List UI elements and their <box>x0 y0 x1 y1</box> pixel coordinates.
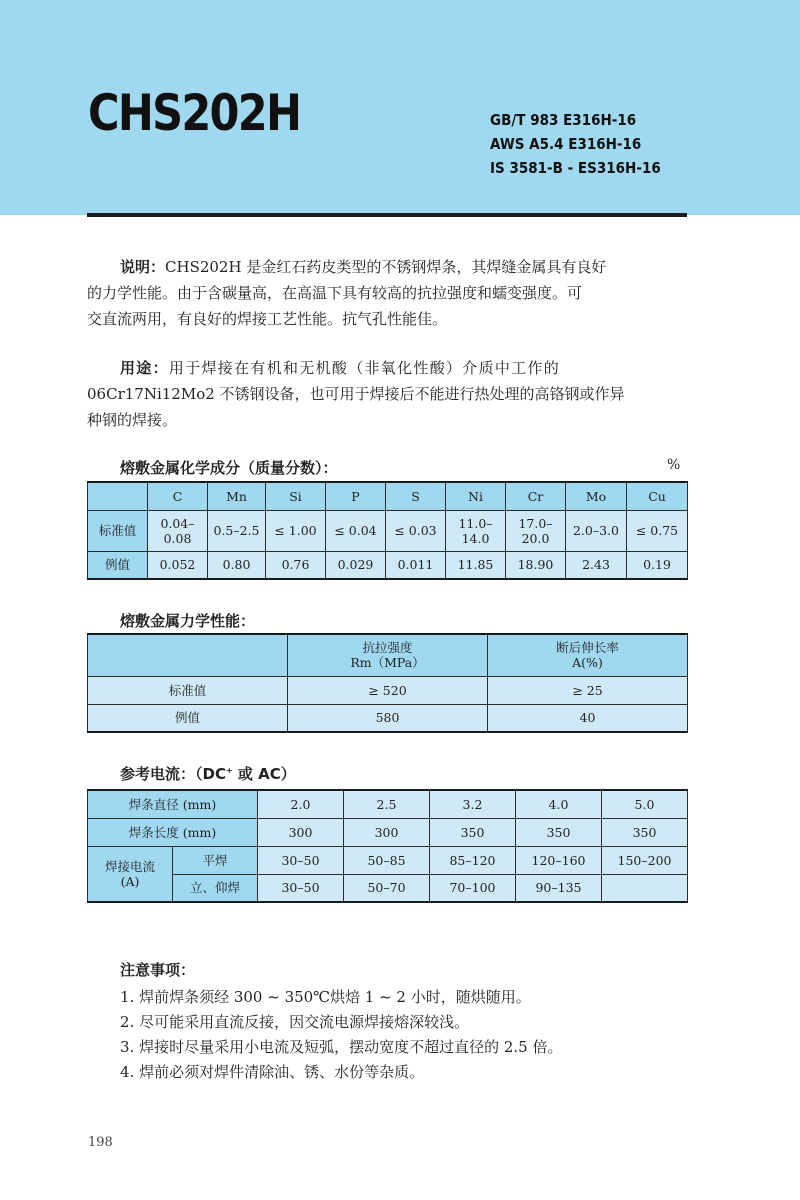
row-label: 例值 <box>88 704 288 732</box>
value-cell: 300 <box>258 818 344 846</box>
standard-aws: AWS A5.4 E316H-16 <box>490 135 642 153</box>
usage-paragraph <box>87 355 687 433</box>
value-cell: 0.04– 0.08 <box>148 510 208 551</box>
header-cell <box>88 482 148 510</box>
usage-label: 用途： <box>120 359 169 377</box>
value-cell: 18.90 <box>506 551 566 579</box>
current-title-prefix: 参考电流：（DC <box>120 765 226 783</box>
value-cell: 0.029 <box>326 551 386 579</box>
value-cell: 2.5 <box>344 790 430 818</box>
value-cell: 0.19 <box>627 551 688 579</box>
header-cell-cu: Cu <box>627 482 688 510</box>
chemistry-table <box>87 481 688 580</box>
value-cell: 50–85 <box>344 846 430 874</box>
note-item: 3. 焊接时尽量采用小电流及短弧，摆动宽度不超过直径的 2.5 倍。 <box>120 1038 563 1056</box>
value-cell: 85–120 <box>430 846 516 874</box>
description-line-1: CHS202H 是金红石药皮类型的不锈钢焊条，其焊缝金属具有良好 <box>165 258 607 276</box>
current-table <box>87 789 688 903</box>
row-label: 焊条直径 (mm) <box>88 790 258 818</box>
mechanical-example-row <box>88 704 688 732</box>
value-cell: ≤ 0.04 <box>326 510 386 551</box>
note-item: 2. 尽可能采用直流反接，因交流电源焊接熔深较浅。 <box>120 1013 470 1031</box>
row-label: 例值 <box>88 551 148 579</box>
header-rule <box>87 213 687 217</box>
notes-title: 注意事项： <box>120 961 196 979</box>
value-cell: 11.85 <box>446 551 506 579</box>
position-label: 立、仰焊 <box>173 874 258 902</box>
value-cell: 2.0–3.0 <box>566 510 627 551</box>
description-line-3: 交直流两用，有良好的焊接工艺性能。抗气孔性能佳。 <box>87 310 448 328</box>
value-cell: 3.2 <box>430 790 516 818</box>
value-cell: 30–50 <box>258 874 344 902</box>
position-label: 平焊 <box>173 846 258 874</box>
value-cell: 0.052 <box>148 551 208 579</box>
vertical-row <box>88 874 688 902</box>
standard-is: IS 3581-B - ES316H-16 <box>490 159 661 177</box>
value-cell: ≥ 520 <box>288 676 488 704</box>
mechanical-title: 熔敷金属力学性能： <box>120 612 256 630</box>
value-cell: 2.0 <box>258 790 344 818</box>
value-cell: 0.011 <box>386 551 446 579</box>
header-cell-p: P <box>326 482 386 510</box>
value-cell: 30–50 <box>258 846 344 874</box>
value-cell: ≥ 25 <box>488 676 688 704</box>
value-cell: 120–160 <box>516 846 602 874</box>
chemistry-unit: % <box>667 457 681 473</box>
value-cell: 90–135 <box>516 874 602 902</box>
header-cell-elongation: 断后伸长率 A(%) <box>488 634 688 676</box>
row-label: 标准值 <box>88 676 288 704</box>
mechanical-table <box>87 633 688 733</box>
chemistry-standard-row <box>88 510 688 551</box>
description-line-2: 的力学性能。由于含碳量高，在高温下具有较高的抗拉强度和蠕变强度。可 <box>87 284 583 302</box>
note-item: 4. 焊前必须对焊件清除油、锈、水份等杂质。 <box>120 1063 425 1081</box>
value-cell: ≤ 0.03 <box>386 510 446 551</box>
current-label: 焊接电流 (A) <box>88 846 173 902</box>
value-cell: 11.0– 14.0 <box>446 510 506 551</box>
description-label: 说明： <box>120 258 166 276</box>
row-label: 焊条长度 (mm) <box>88 818 258 846</box>
header-cell-mn: Mn <box>208 482 266 510</box>
value-cell: 0.76 <box>266 551 326 579</box>
value-cell: ≤ 0.75 <box>627 510 688 551</box>
row-label: 标准值 <box>88 510 148 551</box>
note-item: 1. 焊前焊条须经 300 ~ 350℃烘焙 1 ~ 2 小时，随烘随用。 <box>120 988 531 1006</box>
page-number: 198 <box>88 1135 113 1150</box>
mechanical-header-row <box>88 634 688 676</box>
value-cell: 350 <box>430 818 516 846</box>
header-cell-si: Si <box>266 482 326 510</box>
current-title <box>120 763 296 784</box>
header-cell-cr: Cr <box>506 482 566 510</box>
header-cell-mo: Mo <box>566 482 627 510</box>
value-cell: 580 <box>288 704 488 732</box>
usage-line-1: 用于焊接在有机和无机酸（非氧化性酸）介质中工作的 <box>168 359 561 377</box>
standards-list <box>490 108 680 180</box>
value-cell: 0.5–2.5 <box>208 510 266 551</box>
mechanical-standard-row <box>88 676 688 704</box>
value-cell: 17.0– 20.0 <box>506 510 566 551</box>
value-cell: 5.0 <box>602 790 688 818</box>
value-cell: ≤ 1.00 <box>266 510 326 551</box>
value-cell: 2.43 <box>566 551 627 579</box>
value-cell: 300 <box>344 818 430 846</box>
current-title-suffix: 或 AC） <box>232 765 296 783</box>
chemistry-title: 熔敷金属化学成分（质量分数）： <box>120 459 338 477</box>
header-cell <box>88 634 288 676</box>
value-cell: 70–100 <box>430 874 516 902</box>
usage-line-2: 06Cr17Ni12Mo2 不锈钢设备，也可用于焊接后不能进行热处理的高铬钢或作异 <box>87 385 625 403</box>
current-title-sup: + <box>225 766 233 775</box>
value-cell: 4.0 <box>516 790 602 818</box>
flat-row <box>88 846 688 874</box>
notes-section <box>120 958 680 1085</box>
value-cell: 0.80 <box>208 551 266 579</box>
value-cell: 40 <box>488 704 688 732</box>
value-cell <box>602 874 688 902</box>
chemistry-example-row <box>88 551 688 579</box>
description-paragraph <box>87 254 687 332</box>
value-cell: 350 <box>602 818 688 846</box>
standard-gb: GB/T 983 E316H-16 <box>490 111 637 129</box>
value-cell: 350 <box>516 818 602 846</box>
usage-line-3: 种钢的焊接。 <box>87 411 178 429</box>
header-cell-c: C <box>148 482 208 510</box>
header-cell-s: S <box>386 482 446 510</box>
product-code: CHS202H <box>88 84 301 142</box>
length-row <box>88 818 688 846</box>
value-cell: 50–70 <box>344 874 430 902</box>
header-cell-tensile: 抗拉强度 Rm（MPa） <box>288 634 488 676</box>
diameter-row <box>88 790 688 818</box>
value-cell: 150–200 <box>602 846 688 874</box>
header-cell-ni: Ni <box>446 482 506 510</box>
chemistry-header-row <box>88 482 688 510</box>
